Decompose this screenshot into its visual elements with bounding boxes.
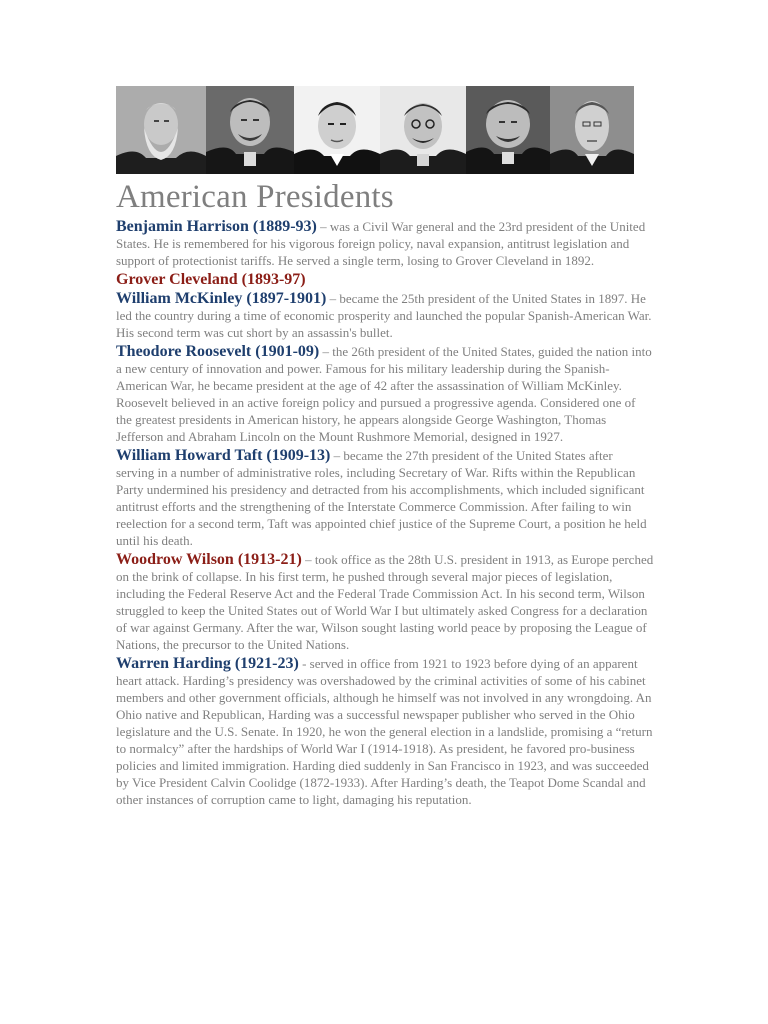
entry-mckinley xyxy=(116,290,654,341)
entry-name: Woodrow Wilson (1913-21) xyxy=(116,551,302,568)
portrait-cleveland xyxy=(206,86,294,174)
entry-description: became the 27th president of the United States after serving in a number of administrative roles, including Secretary of War. Rifts within the Republican Party undermined his presidency and detracted from his accomplishments, which included significant antitrust efforts and the strengthening of the Interstate Commerce Commission. After failing to win reelection for a second term, Taft was appointed chief justice of the Supreme Court, a position he held until his death. xyxy=(116,448,647,548)
entry-name: William Howard Taft (1909-13) xyxy=(116,447,331,464)
document-page xyxy=(116,86,654,810)
entry-dash: – xyxy=(330,448,344,463)
entry-description: took office as the 28th U.S. president in 1913, as Europe perched on the brink of collapse. In his first term, he pushed through several major pieces of legislation, including the Federal Reserve Act and the Federal Trade Commission Act. In his second term, Wilson struggled to keep the United States out of World War I but ultimately asked Congress for a declaration of war against Germany. After the war, Wilson sought lasting world peace by proposing the League of Nations, the precursor to the United Nations. xyxy=(116,552,654,652)
entry-description: served in office from 1921 to 1923 before dying of an apparent heart attack. Harding’s presidency was overshadowed by the criminal activities of some of his cabinet members and other government officials, although he himself was not involved in any wrongdoing. An Ohio native and Republican, Harding was a successful newspaper publisher who served in the Ohio legislature and the U.S. Senate. In 1920, he won the general election in a landslide, promising a “return to normalcy” after the hardships of World War I (1914-1918). As president, he favored pro-business policies and limited immigration. Harding died suddenly in San Francisco in 1923, and was succeeded by Vice President Calvin Coolidge (1872-1933). After Harding’s death, the Teapot Dome Scandal and other instances of corruption came to light, damaging his reputation. xyxy=(116,656,653,807)
portrait-wilson xyxy=(550,86,634,174)
entry-description: was a Civil War general and the 23rd president of the United States. He is remembered for his vigorous foreign policy, naval expansion, antitrust legislation and support of protectionist tariffs. He served a single term, losing to Grover Cleveland in 1892. xyxy=(116,219,646,268)
entry-roosevelt xyxy=(116,343,654,445)
entry-name: Benjamin Harrison (1889-93) xyxy=(116,218,317,235)
portrait-strip xyxy=(116,86,634,174)
entry-name: Grover Cleveland (1893-97) xyxy=(116,271,306,288)
page-title: American Presidents xyxy=(116,179,394,215)
entry-dash: – xyxy=(326,291,340,306)
portrait-harrison xyxy=(116,86,206,174)
entry-name: Theodore Roosevelt (1901-09) xyxy=(116,343,320,360)
portrait-roosevelt xyxy=(380,86,466,174)
entry-harding xyxy=(116,655,654,808)
entry-wilson xyxy=(116,551,654,653)
portrait-taft xyxy=(466,86,550,174)
entry-name: William McKinley (1897-1901) xyxy=(116,290,327,307)
entry-cleveland xyxy=(116,271,654,288)
entry-description: became the 25th president of the United States in 1897. He led the country during a time of economic prosperity and launched the popular Spanish-American War. His second term was cut short by an assassin's bullet. xyxy=(116,291,652,340)
entry-harrison xyxy=(116,218,654,269)
entry-description: the 26th president of the United States, guided the nation into a new century of innovation and power. Famous for his military leadership during the Spanish-American War, he became president at the age of 42 after the assassination of William McKinley. Roosevelt believed in an active foreign policy and pursued a progressive agenda. Considered one of the greatest presidents in American history, he appears alongside George Washington, Thomas Jefferson and Abraham Lincoln on the Mount Rushmore Memorial, designed in 1927. xyxy=(116,344,652,444)
entry-dash: – xyxy=(316,219,330,234)
entry-taft xyxy=(116,447,654,549)
portrait-mckinley xyxy=(294,86,380,174)
entry-dash: – xyxy=(319,344,333,359)
entry-dash: – xyxy=(301,552,315,567)
entry-dash: - xyxy=(298,656,310,671)
entry-name: Warren Harding (1921-23) xyxy=(116,655,299,672)
